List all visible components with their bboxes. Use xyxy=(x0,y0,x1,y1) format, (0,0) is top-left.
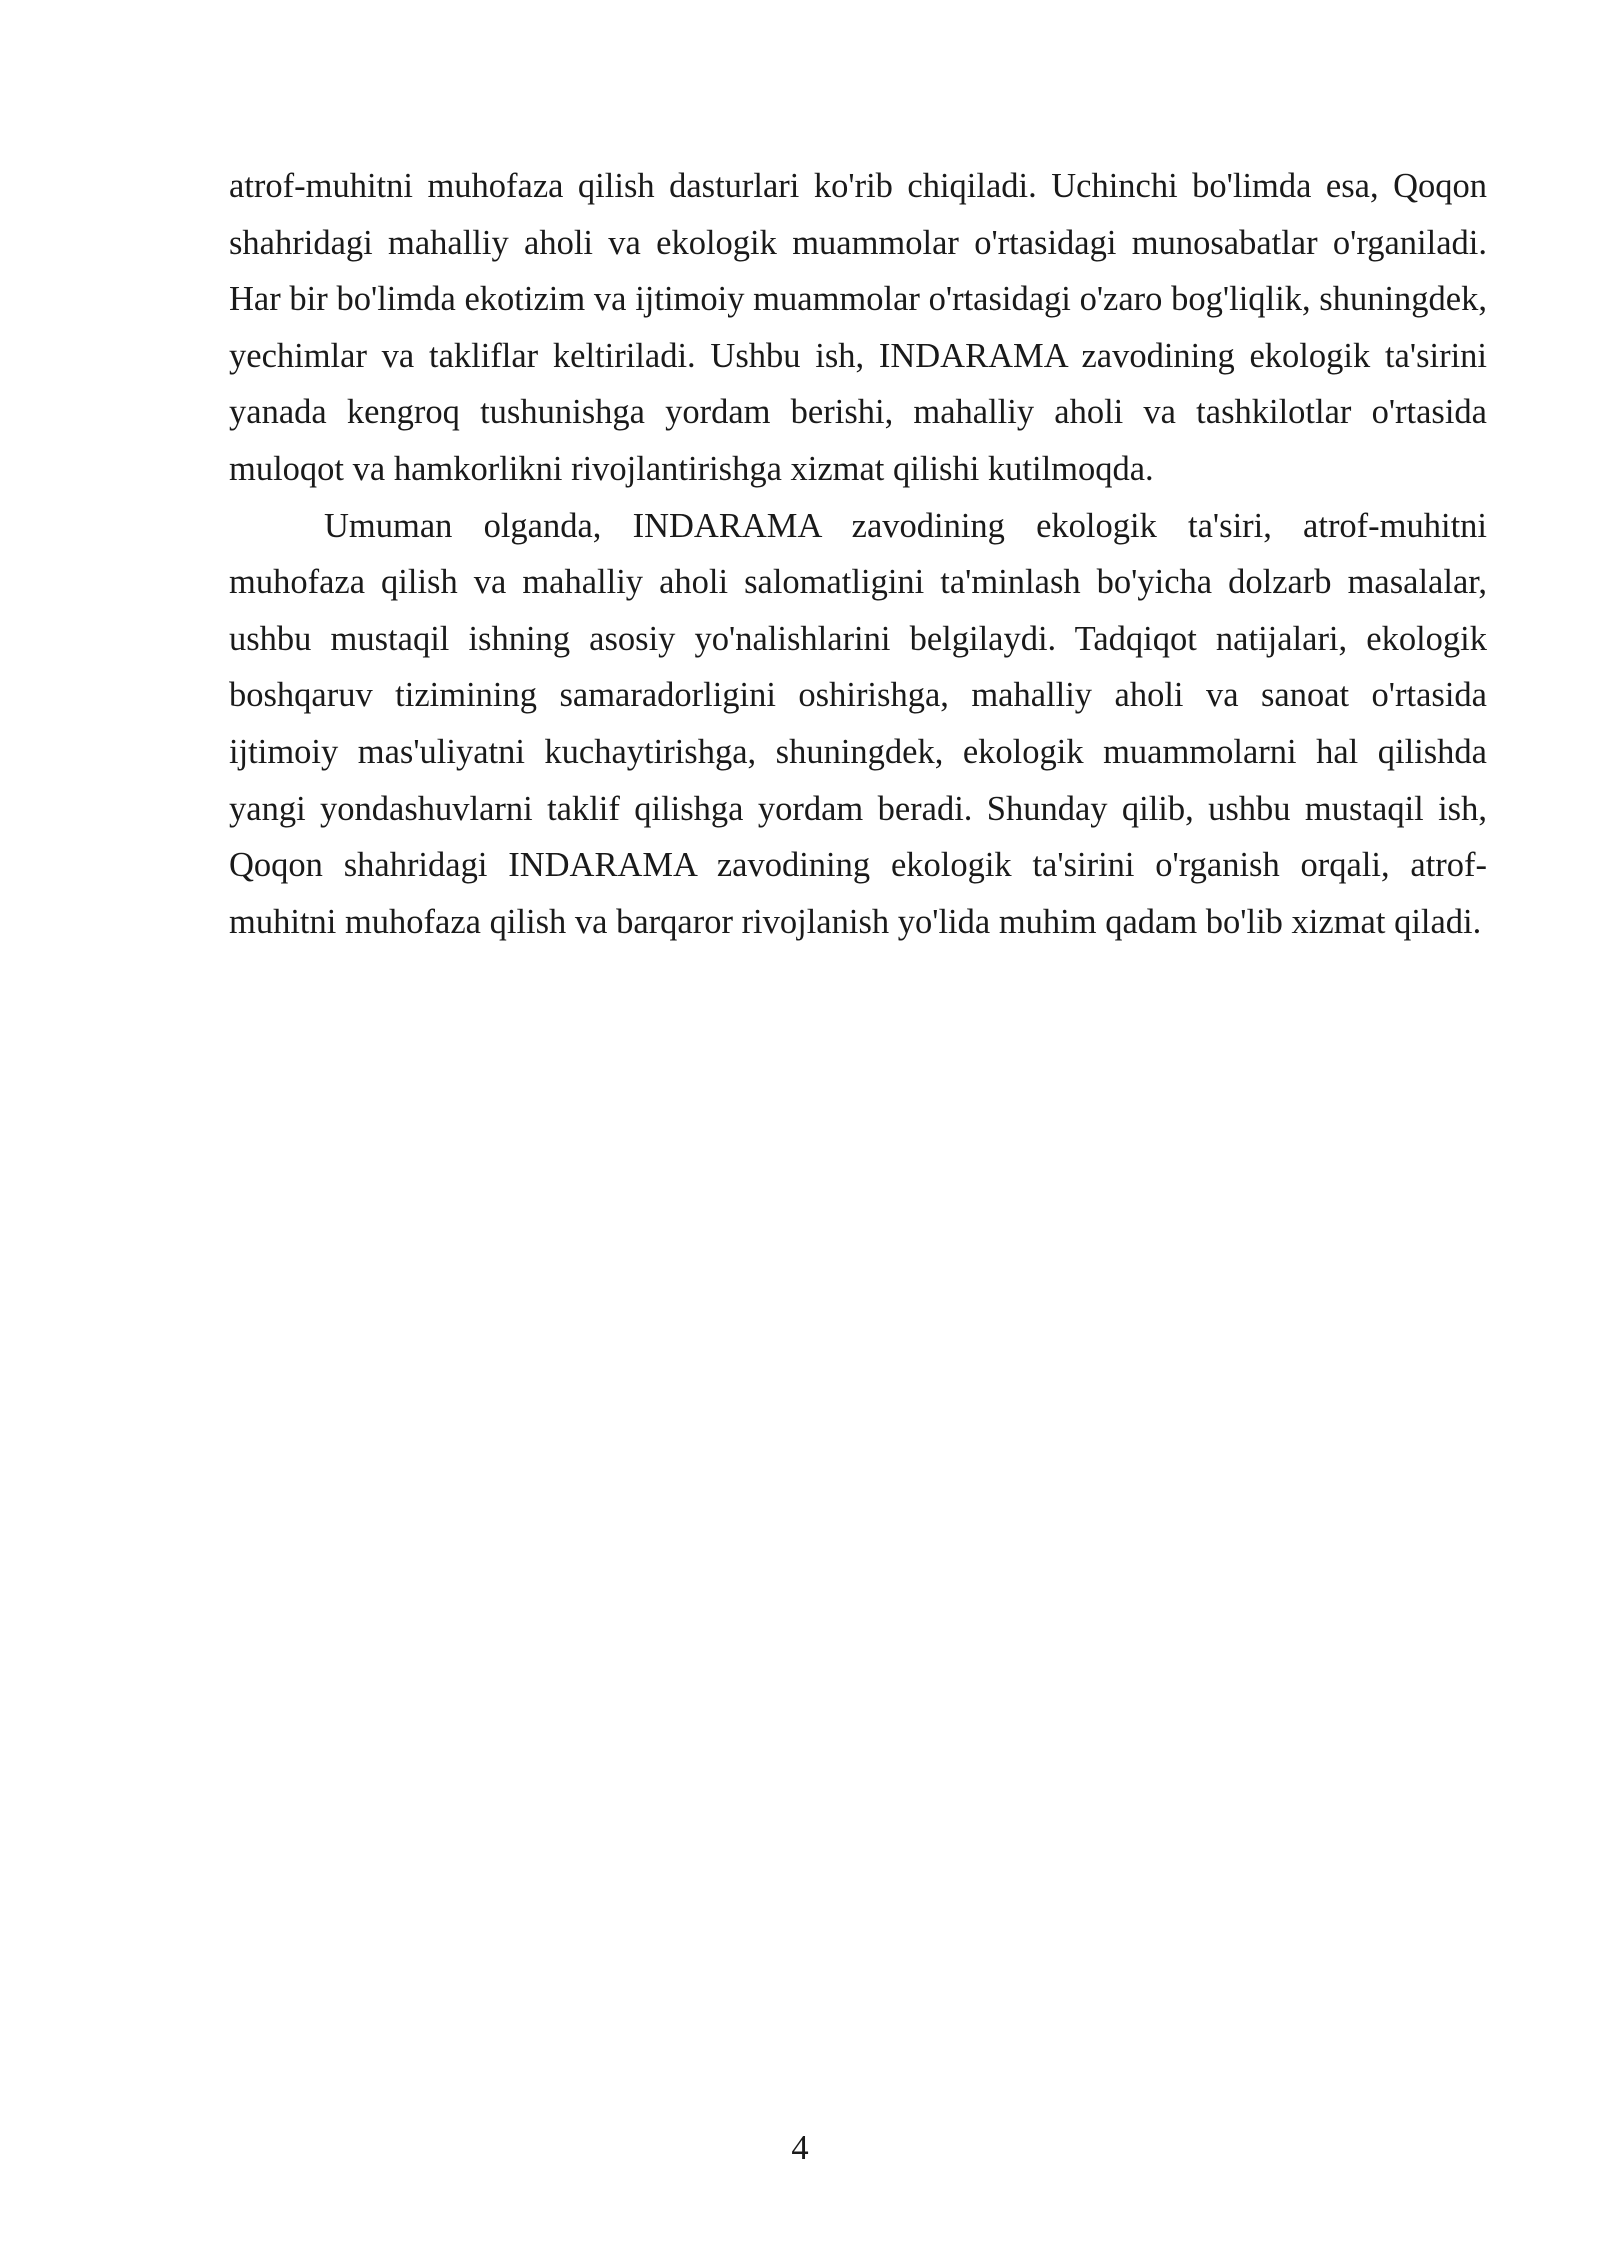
paragraph-continuation: atrof-muhitni muhofaza qilish dasturlari ko'rib chiqiladi. Uchinchi bo'limda esa, Qoqon shahridagi mahalliy aholi va ekologik muammolar o'rtasidagi munosabatlar o'rganiladi. Har bir bo'limda ekotizim va ijtimoiy muammolar o'rtasidagi o'zaro bog'liqlik, shuningdek, yechimlar va takliflar keltiriladi. Ushbu ish, INDARAMA zavodining ekologik ta'sirini yanada kengroq tushunishga yordam berishi, mahalliy aholi va tashkilotlar o'rtasida muloqot va hamkorlikni rivojlantirishga xizmat qilishi kutilmoqda. xyxy=(229,167,1487,488)
body-text xyxy=(229,158,1487,950)
paragraph-summary: Umuman olganda, INDARAMA zavodining ekologik ta'siri, atrof-muhitni muhofaza qilish va mahalliy aholi salomatligini ta'minlash bo'yicha dolzarb masalalar, ushbu mustaqil ishning asosiy yo'nalishlarini belgilaydi. Tadqiqot natijalari, ekologik boshqaruv tizimining samaradorligini oshirishga, mahalliy aholi va sanoat o'rtasida ijtimoiy mas'uliyatni kuchaytirishga, shuningdek, ekologik muammolarni hal qilishda yangi yondashuvlarni taklif qilishga yordam beradi. Shunday qilib, ushbu mustaqil ish, Qoqon shahridagi INDARAMA zavodining ekologik ta'sirini o'rganish orqali, atrof-muhitni muhofaza qilish va barqaror rivojlanish yo'lida muhim qadam bo'lib xizmat qiladi. xyxy=(229,506,1487,941)
page-number: 4 xyxy=(791,2129,809,2167)
